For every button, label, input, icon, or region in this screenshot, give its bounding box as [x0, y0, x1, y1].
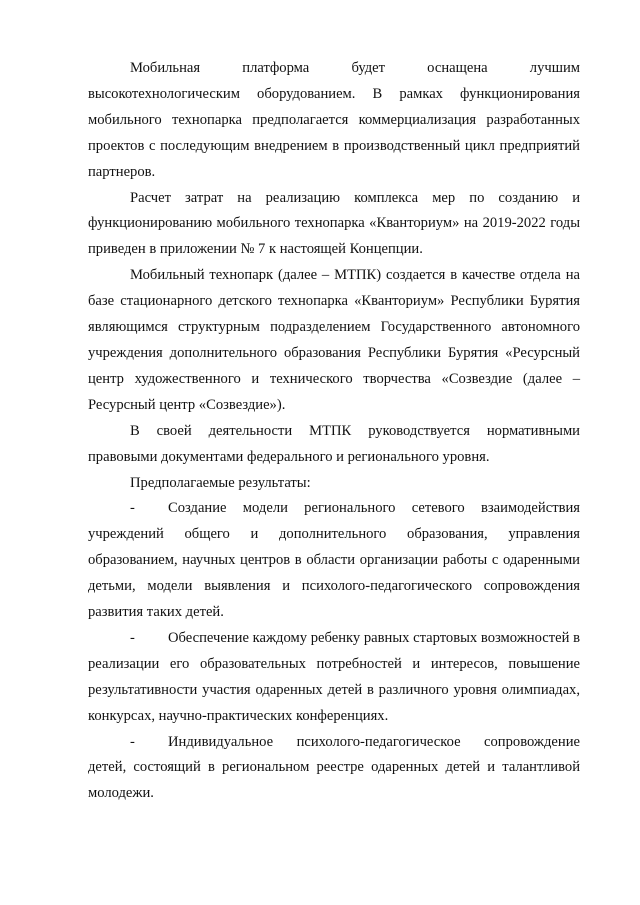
list-marker: - — [130, 733, 135, 750]
paragraph-cost-calculation: Расчет затрат на реализацию комплекса мер по созданию и функционированию мобильного технопарка «Кванториум» на 2019-2022 годы приведен в приложении № 7 к настоящей Концепции. — [88, 189, 580, 258]
list-item-text: Обеспечение каждому ребенку равных стартовых возможностей в реализации его образовательных потребностей и интересов, повышение результативности участия одаренных детей в различного уровня олимпиадах, конкурсах, научно-практических конференциях. — [88, 629, 580, 724]
list-item-result-1 — [88, 496, 580, 626]
list-marker: - — [130, 629, 135, 646]
paragraph-expected-results-heading: Предполагаемые результаты: — [130, 474, 311, 491]
list-item-text: Создание модели регионального сетевого взаимодействия учреждений общего и дополнительного образования, управления образованием, научных центров в области организации работы с одаренными детьми, модели выявления и психолого-педагогического сопровождения развития таких детей. — [88, 500, 580, 621]
list-marker: - — [130, 500, 135, 517]
paragraph-regulatory-basis: В своей деятельности МТПК руководствуется нормативными правовыми документами федерального и регионального уровня. — [88, 422, 580, 465]
list-item-result-2 — [88, 626, 580, 730]
paragraph-mtpk-structure: Мобильный технопарк (далее – МТПК) создается в качестве отдела на базе стационарного детского технопарка «Кванториум» Республики Бурятия являющимся структурным подразделением Государственного автономного учреждения дополнительного образования Республики Бурятия «Ресурсный центр художественного и технического творчества «Созвездие (далее – Ресурсный центр «Созвездие»). — [88, 267, 580, 413]
document-body — [88, 56, 580, 807]
list-item-text: Индивидуальное психолого-педагогическое сопровождение детей, состоящий в региональном реестре одаренных детей и талантливой молодежи. — [88, 733, 580, 802]
list-item-result-3 — [88, 730, 580, 808]
paragraph-platform-equipment: Мобильная платформа будет оснащена лучшим высокотехнологическим оборудованием. В рамках функционирования мобильного технопарка предполагается коммерциализация разработанных проектов с последующим внедрением в производственный цикл предприятий партнеров. — [88, 60, 580, 180]
